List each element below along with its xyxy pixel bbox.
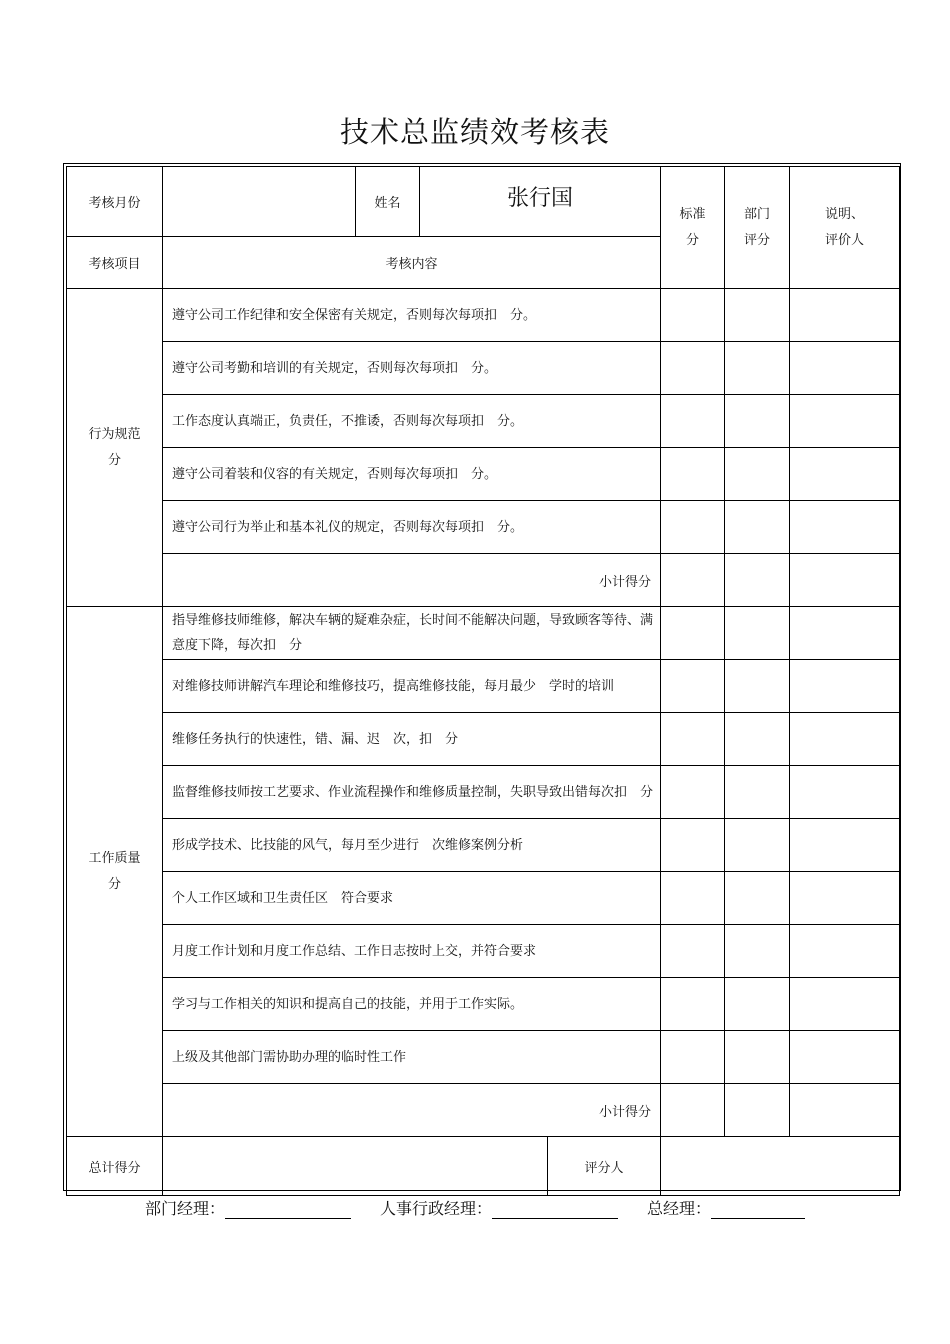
standard-score-cell[interactable]: [661, 395, 725, 448]
hr-manager-signature: [380, 1196, 618, 1219]
table-row: [67, 872, 900, 925]
section-behavior-label: 行为规范 分: [67, 289, 163, 607]
subtotal-dept-cell[interactable]: [725, 554, 790, 607]
signature-row: [0, 1196, 950, 1220]
criterion-text: 学习与工作相关的知识和提高自己的技能，并用于工作实际。: [163, 978, 661, 1031]
subtotal-note-cell[interactable]: [790, 554, 900, 607]
criterion-text: 月度工作计划和月度工作总结、工作日志按时上交，并符合要求: [163, 925, 661, 978]
name-field[interactable]: 张行国: [420, 167, 661, 237]
note-cell[interactable]: [790, 925, 900, 978]
section-quality-label: 工作质量 分: [67, 607, 163, 1137]
dept-score-cell[interactable]: [725, 978, 790, 1031]
name-label: 姓名: [356, 167, 420, 237]
standard-score-cell[interactable]: [661, 448, 725, 501]
table-row: [67, 819, 900, 872]
general-manager-label: 总经理：: [647, 1199, 712, 1218]
total-label: 总计得分: [67, 1137, 163, 1196]
standard-score-cell[interactable]: [661, 713, 725, 766]
general-manager-signature: [647, 1196, 805, 1219]
table-row: [67, 713, 900, 766]
note-cell[interactable]: [790, 501, 900, 554]
dept-score-cell[interactable]: [725, 660, 790, 713]
dept-score-cell[interactable]: [725, 395, 790, 448]
general-manager-signature-line[interactable]: [711, 1202, 805, 1219]
table-row: [67, 395, 900, 448]
criterion-text: 维修任务执行的快速性，错、漏、迟 次，扣 分: [163, 713, 661, 766]
table-row: [67, 660, 900, 713]
hr-manager-signature-line[interactable]: [492, 1202, 618, 1219]
dept-score-cell[interactable]: [725, 925, 790, 978]
table-row: [67, 925, 900, 978]
dept-score-header: 部门 评分: [725, 167, 790, 289]
note-cell[interactable]: [790, 395, 900, 448]
standard-score-cell[interactable]: [661, 342, 725, 395]
table-row: [67, 766, 900, 819]
subtotal-label: 小计得分: [163, 1084, 661, 1137]
dept-score-cell[interactable]: [725, 819, 790, 872]
month-field[interactable]: [163, 167, 356, 237]
subtotal-label: 小计得分: [163, 554, 661, 607]
dept-score-cell[interactable]: [725, 448, 790, 501]
table-row: [67, 501, 900, 554]
standard-score-cell[interactable]: [661, 660, 725, 713]
dept-manager-signature: [145, 1196, 351, 1219]
criterion-text: 对维修技师讲解汽车理论和维修技巧，提高维修技能，每月最少 学时的培训: [163, 660, 661, 713]
standard-score-cell[interactable]: [661, 501, 725, 554]
criterion-text: 遵守公司工作纪律和安全保密有关规定，否则每次每项扣 分。: [163, 289, 661, 342]
criterion-text: 形成学技术、比技能的风气，每月至少进行 次维修案例分析: [163, 819, 661, 872]
note-cell[interactable]: [790, 607, 900, 660]
dept-manager-signature-line[interactable]: [225, 1202, 351, 1219]
rater-field[interactable]: [661, 1137, 900, 1196]
table-row: [67, 289, 900, 342]
subtotal-dept-cell[interactable]: [725, 1084, 790, 1137]
content-label: 考核内容: [163, 237, 661, 289]
criterion-text: 工作态度认真端正，负责任，不推诿，否则每次每项扣 分。: [163, 395, 661, 448]
note-cell[interactable]: [790, 1031, 900, 1084]
month-label: 考核月份: [67, 167, 163, 237]
standard-score-cell[interactable]: [661, 819, 725, 872]
criterion-text: 监督维修技师按工艺要求、作业流程操作和维修质量控制，失职导致出错每次扣 分: [163, 766, 661, 819]
note-evaluator-header: 说明、 评价人: [790, 167, 900, 289]
assessment-table: [66, 166, 900, 1196]
total-row: [67, 1137, 900, 1196]
note-cell[interactable]: [790, 713, 900, 766]
dept-score-cell[interactable]: [725, 342, 790, 395]
note-cell[interactable]: [790, 872, 900, 925]
standard-score-cell[interactable]: [661, 925, 725, 978]
dept-score-cell[interactable]: [725, 289, 790, 342]
subtotal-row: [67, 554, 900, 607]
hr-manager-label: 人事行政经理：: [380, 1199, 493, 1218]
table-row: [67, 607, 900, 660]
standard-score-cell[interactable]: [661, 607, 725, 660]
criterion-text: 上级及其他部门需协助办理的临时性工作: [163, 1031, 661, 1084]
criterion-text: 个人工作区域和卫生责任区 符合要求: [163, 872, 661, 925]
standard-score-cell[interactable]: [661, 1031, 725, 1084]
criterion-text: 遵守公司着装和仪容的有关规定，否则每次每项扣 分。: [163, 448, 661, 501]
note-cell[interactable]: [790, 978, 900, 1031]
subtotal-standard-cell[interactable]: [661, 1084, 725, 1137]
dept-manager-label: 部门经理：: [145, 1199, 226, 1218]
project-label: 考核项目: [67, 237, 163, 289]
note-cell[interactable]: [790, 289, 900, 342]
note-cell[interactable]: [790, 819, 900, 872]
dept-score-cell[interactable]: [725, 872, 790, 925]
note-cell[interactable]: [790, 766, 900, 819]
header-row-1: [67, 167, 900, 237]
subtotal-note-cell[interactable]: [790, 1084, 900, 1137]
subtotal-standard-cell[interactable]: [661, 554, 725, 607]
standard-score-header: 标准 分: [661, 167, 725, 289]
dept-score-cell[interactable]: [725, 501, 790, 554]
standard-score-cell[interactable]: [661, 872, 725, 925]
table-row: [67, 1031, 900, 1084]
table-row: [67, 342, 900, 395]
note-cell[interactable]: [790, 342, 900, 395]
page-title: 技术总监绩效考核表: [339, 115, 610, 149]
dept-score-cell[interactable]: [725, 713, 790, 766]
note-cell[interactable]: [790, 448, 900, 501]
standard-score-cell[interactable]: [661, 766, 725, 819]
standard-score-cell[interactable]: [661, 289, 725, 342]
standard-score-cell[interactable]: [661, 978, 725, 1031]
rater-label: 评分人: [548, 1137, 661, 1196]
criterion-text: 指导维修技师维修，解决车辆的疑难杂症，长时间不能解决问题，导致顾客等待、满意度下降，每次扣 分: [163, 607, 661, 660]
dept-score-cell[interactable]: [725, 1031, 790, 1084]
subtotal-row: [67, 1084, 900, 1137]
criterion-text: 遵守公司行为举止和基本礼仪的规定，否则每次每项扣 分。: [163, 501, 661, 554]
total-field[interactable]: [163, 1137, 548, 1196]
dept-score-cell[interactable]: [725, 607, 790, 660]
table-row: [67, 448, 900, 501]
note-cell[interactable]: [790, 660, 900, 713]
table-row: [67, 978, 900, 1031]
criterion-text: 遵守公司考勤和培训的有关规定，否则每次每项扣 分。: [163, 342, 661, 395]
dept-score-cell[interactable]: [725, 766, 790, 819]
